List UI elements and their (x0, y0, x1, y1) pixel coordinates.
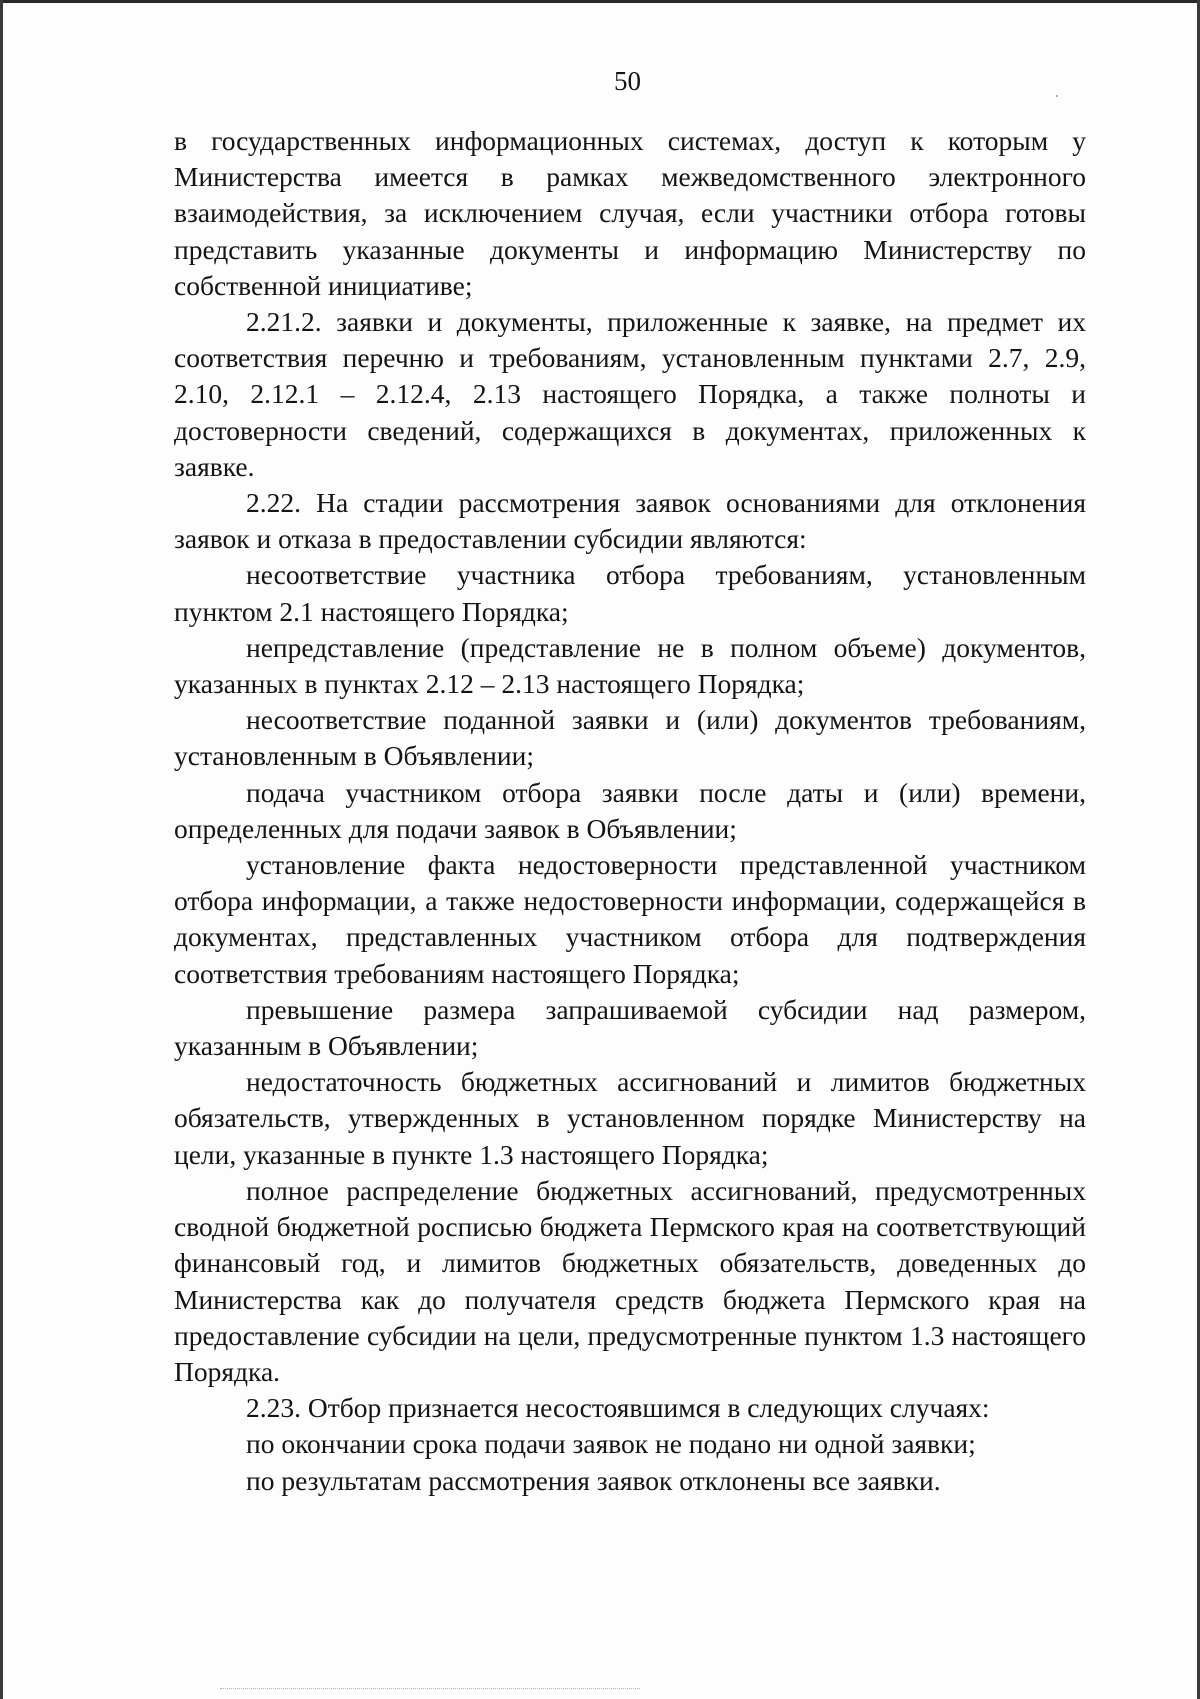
paragraph-continuation: в государственных информационных системах, доступ к которым у Министерства имеется в рамках межведомственного электронного взаимодействия, за исключением случая, если участники отбора готовы представить указанные документы и информацию Министерству по собственной инициативе; (174, 125, 1086, 301)
list-item-no-applications: по окончании срока подачи заявок не подано ни одной заявки; (246, 1428, 976, 1460)
scan-speck (1056, 95, 1058, 97)
scan-edge-left (0, 0, 3, 1699)
page-number: 50 (614, 66, 641, 96)
list-item-full-distribution: полное распределение бюджетных ассигнований, предусмотренных сводной бюджетной росписью бюджета Пермского края на соответствующий финансовый год, и лимитов бюджетных обязательств, доведенных до Министерства как до получателя средств бюджета Пермского края на предоставление субсидии на цели, предусмотренные пунктом 1.3 настоящего Порядка. (174, 1174, 1086, 1387)
list-item-late-submission: подача участником отбора заявки после даты и (или) времени, определенных для подачи заявок в Объявлении; (174, 776, 1086, 844)
paragraph-2-22: 2.22. На стадии рассмотрения заявок основаниями для отклонения заявок и отказа в предоставлении субсидии являются: (174, 487, 1086, 555)
paragraph-2-23: 2.23. Отбор признается несостоявшимся в следующих случаях: (246, 1392, 990, 1424)
list-item-excess-amount: превышение размера запрашиваемой субсидии над размером, указанным в Объявлении; (174, 993, 1086, 1062)
paragraph-2-21-2: 2.21.2. заявки и документы, приложенные к заявке, на предмет их соответствия перечню и требованиям, установленным пунктами 2.7, 2.9, 2.10, 2.12.1 – 2.12.4, 2.13 настоящего Порядка, а также полноты и достоверности сведений, содержащихся в документах, приложенных к заявке. (174, 306, 1086, 482)
list-item-documents-missing: непредставление (представление не в полном объеме) документов, указанных в пунктах 2.12 – 2.13 настоящего Порядка; (174, 631, 1086, 700)
scan-edge-top (0, 0, 1200, 3)
list-item-requirements-mismatch: несоответствие участника отбора требованиям, установленным пунктом 2.1 настоящего Порядка; (174, 559, 1086, 627)
list-item-application-mismatch: несоответствие поданной заявки и (или) документов требованиям, установленным в Объявлении; (174, 704, 1086, 772)
list-item-all-rejected: по результатам рассмотрения заявок отклонены все заявки. (246, 1464, 941, 1496)
list-item-false-information: установление факта недостоверности представленной участником отбора информации, а также недостоверности информации, содержащейся в документах, представленных участником отбора для подтверждения соответствия требованиям настоящего Порядка; (174, 849, 1086, 989)
document-body (174, 123, 1086, 1499)
list-item-insufficient-budget: недостаточность бюджетных ассигнований и лимитов бюджетных обязательств, утвержденных в установленном порядке Министерству на цели, указанные в пункте 1.3 настоящего Порядка; (174, 1066, 1086, 1170)
scan-bottom-specks (220, 1688, 640, 1691)
